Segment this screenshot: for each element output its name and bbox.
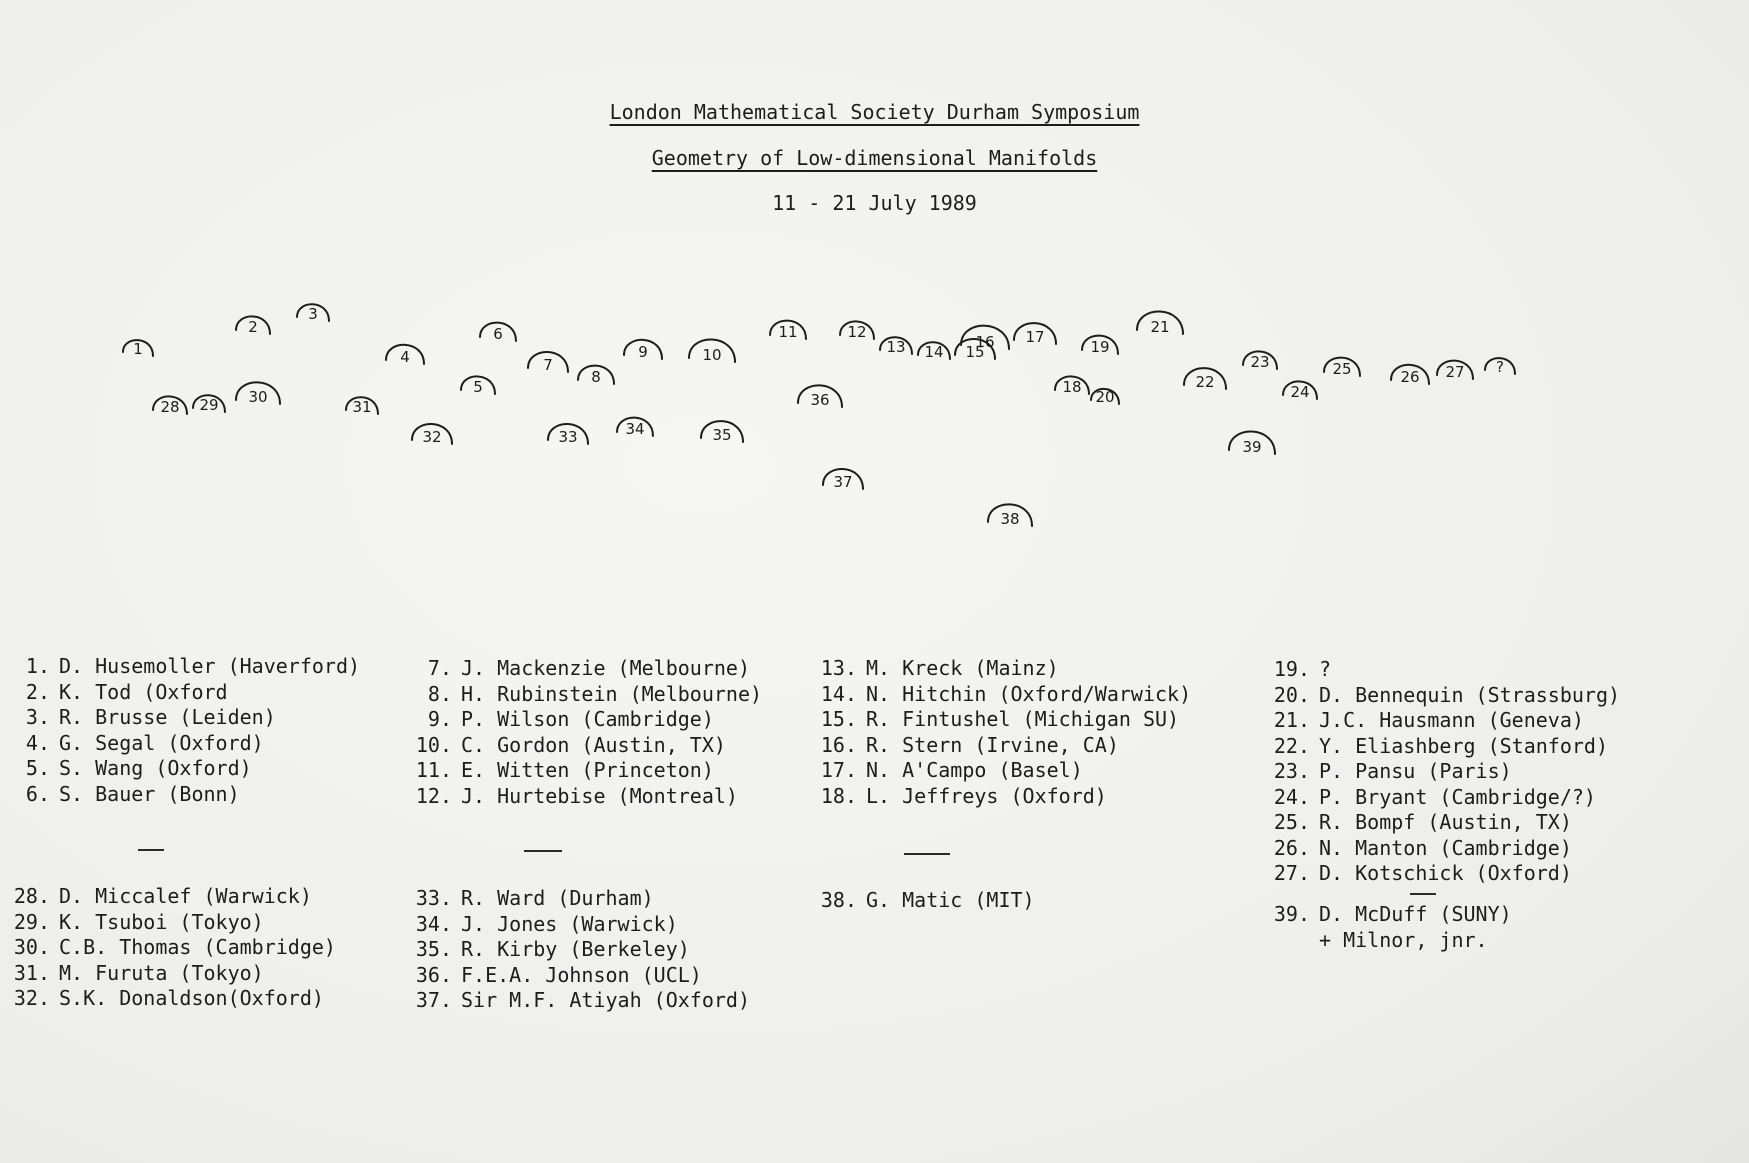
participant-name: Sir M.F. Atiyah (Oxford)	[461, 988, 750, 1012]
participant-entry	[402, 733, 762, 759]
participant-name: P. Pansu (Paris)	[1319, 759, 1512, 783]
participant-name: + Milnor, jnr.	[1319, 927, 1488, 952]
participant-entry	[1260, 734, 1620, 760]
participant-number: 24.	[1273, 784, 1310, 809]
list-column-4-bottom	[1260, 902, 1512, 953]
participant-name: R. Bompf (Austin, TX)	[1319, 810, 1572, 834]
participant-entry	[807, 707, 1191, 733]
figure-number-label: 33	[558, 428, 578, 446]
participant-entry	[1260, 683, 1620, 709]
participant-number: 21.	[1273, 708, 1310, 732]
figure-number-label: 12	[847, 323, 867, 341]
participant-number: 27.	[1273, 861, 1310, 885]
figure-number-label: 11	[778, 323, 798, 341]
participant-entry	[0, 884, 336, 910]
figure-number-label: 30	[248, 388, 268, 406]
list-column-3-bottom	[807, 888, 1035, 914]
figure-number-label: 3	[308, 305, 318, 323]
participant-number: 18.	[820, 783, 857, 808]
figure-number-label: 7	[543, 356, 553, 374]
participant-name: H. Rubinstein (Melbourne)	[461, 681, 763, 706]
participant-entry	[807, 682, 1191, 708]
participant-number: 19.	[1273, 657, 1310, 681]
participant-entry	[402, 912, 750, 938]
separator-dash-3	[904, 853, 950, 855]
participant-number: 32.	[13, 986, 50, 1010]
participant-number: 9.	[427, 707, 452, 731]
participant-number: 8.	[427, 681, 452, 706]
participant-number: 29.	[13, 909, 50, 934]
participant-number: 36.	[415, 962, 452, 987]
figure-number-label: 1	[133, 340, 143, 358]
figure-number-label: 4	[400, 348, 410, 366]
participant-entry	[807, 784, 1191, 810]
figure-number-label: 20	[1095, 388, 1115, 406]
participant-number: 35.	[415, 937, 452, 961]
list-column-3-top	[807, 656, 1191, 809]
figure-number-label: 14	[924, 343, 944, 361]
participant-name: L. Jeffreys (Oxford)	[866, 783, 1107, 808]
list-column-4-top	[1260, 657, 1620, 887]
symposium-dates: 11 - 21 July 1989	[772, 191, 977, 215]
participant-entry	[807, 758, 1191, 784]
participant-entry	[1260, 928, 1512, 954]
symposium-title: London Mathematical Society Durham Symposium	[609, 100, 1140, 124]
participant-entry	[1260, 861, 1620, 887]
figure-number-label: 28	[160, 398, 180, 416]
participant-name: S. Wang (Oxford)	[59, 756, 252, 780]
figure-number-label: 39	[1242, 438, 1262, 456]
participant-entry	[402, 988, 750, 1014]
participant-entry	[1260, 836, 1620, 862]
participant-entry	[0, 910, 336, 936]
figure-number-label: ?	[1496, 358, 1504, 376]
participant-entry	[0, 654, 360, 680]
separator-dash-2	[524, 850, 562, 852]
participant-entry	[402, 682, 762, 708]
participant-number: 3.	[25, 705, 50, 729]
participant-entry	[0, 935, 336, 961]
participant-entry	[807, 733, 1191, 759]
participant-name: Y. Eliashberg (Stanford)	[1319, 733, 1608, 758]
participant-number: 20.	[1273, 682, 1310, 707]
participant-number: 30.	[13, 935, 50, 959]
participant-entry	[402, 784, 762, 810]
participant-number: 6.	[25, 781, 50, 806]
participant-name: D. Husemoller (Haverford)	[59, 654, 361, 678]
figure-number-label: 2	[248, 318, 258, 336]
participant-number: 5.	[25, 756, 50, 780]
participant-name: P. Wilson (Cambridge)	[461, 707, 714, 731]
participant-name: R. Kirby (Berkeley)	[461, 937, 690, 961]
participant-number: 23.	[1273, 759, 1310, 783]
separator-dash-1	[138, 849, 164, 851]
list-column-2-bottom	[402, 886, 750, 1014]
list-column-1-bottom	[0, 884, 336, 1012]
participant-entry	[1260, 657, 1620, 683]
participant-number: 11.	[415, 758, 452, 782]
figure-number-label: 27	[1445, 363, 1465, 381]
participant-entry	[0, 756, 360, 782]
participant-entry	[0, 731, 360, 757]
participant-name: G. Segal (Oxford)	[59, 730, 264, 755]
participant-name: P. Bryant (Cambridge/?)	[1319, 784, 1596, 809]
figure-number-label: 15	[965, 343, 985, 361]
figure-number-label: 18	[1062, 378, 1082, 396]
figure-number-label: 10	[702, 346, 722, 364]
figure-number-label: 21	[1150, 318, 1170, 336]
participant-number: 39.	[1273, 902, 1310, 926]
participant-number: 16.	[820, 732, 857, 757]
figure-number-label: 34	[625, 420, 645, 438]
participant-entry	[0, 782, 360, 808]
participant-number: 7.	[427, 656, 452, 680]
participant-name: J. Jones (Warwick)	[461, 911, 678, 936]
participant-name: N. Hitchin (Oxford/Warwick)	[866, 681, 1192, 706]
participant-number: 22.	[1273, 733, 1310, 758]
participant-entry	[1260, 708, 1620, 734]
participant-name: R. Fintushel (Michigan SU)	[866, 707, 1180, 731]
participant-entry	[807, 656, 1191, 682]
participant-name: D. McDuff (SUNY)	[1319, 902, 1512, 926]
participant-name: G. Matic (MIT)	[866, 888, 1035, 912]
participant-entry	[402, 758, 762, 784]
participant-number: 1.	[25, 654, 50, 678]
participant-entry	[1260, 785, 1620, 811]
participant-name: M. Kreck (Mainz)	[866, 656, 1059, 680]
figure-number-label: 32	[422, 428, 442, 446]
participant-entry	[0, 986, 336, 1012]
figure-number-label: 38	[1000, 510, 1020, 528]
participant-number: 28.	[13, 884, 50, 908]
participant-name: N. A'Campo (Basel)	[866, 758, 1083, 782]
participant-name: F.E.A. Johnson (UCL)	[461, 962, 702, 987]
figure-number-label: 5	[473, 378, 483, 396]
participant-number: 13.	[820, 656, 857, 680]
figure-number-label: 9	[638, 343, 648, 361]
participant-entry	[402, 937, 750, 963]
participant-number: 14.	[820, 681, 857, 706]
figure-number-label: 13	[886, 338, 906, 356]
participant-number: 26.	[1273, 835, 1310, 860]
participant-number: 4.	[25, 730, 50, 755]
participant-name: J.C. Hausmann (Geneva)	[1319, 708, 1584, 732]
participant-number: 34.	[415, 911, 452, 936]
participant-name: M. Furuta (Tokyo)	[59, 960, 264, 985]
participant-name: R. Brusse (Leiden)	[59, 705, 276, 729]
participant-name: R. Stern (Irvine, CA)	[866, 732, 1119, 757]
list-column-2-top	[402, 656, 762, 809]
participant-name: N. Manton (Cambridge)	[1319, 835, 1572, 860]
figure-number-label: 35	[712, 426, 732, 444]
participant-name: ?	[1319, 657, 1332, 681]
participant-number: 37.	[415, 988, 452, 1012]
figure-number-label: 26	[1400, 368, 1420, 386]
participant-entry	[1260, 759, 1620, 785]
participant-number: 31.	[13, 960, 50, 985]
symposium-subtitle: Geometry of Low-dimensional Manifolds	[651, 146, 1098, 170]
participant-name: J. Hurtebise (Montreal)	[461, 783, 738, 808]
participant-name: K. Tod (Oxford	[59, 679, 228, 704]
figure-number-label: 19	[1090, 338, 1110, 356]
participant-name: D. Kotschick (Oxford)	[1319, 861, 1572, 885]
participant-entry	[402, 963, 750, 989]
figure-number-label: 17	[1025, 328, 1045, 346]
participant-entry	[1260, 810, 1620, 836]
participant-number: 33.	[415, 886, 452, 910]
participant-number: 2.	[25, 679, 50, 704]
figure-number-label: 36	[810, 391, 830, 409]
figure-number-label: 37	[833, 473, 853, 491]
figure-number-label: 24	[1290, 383, 1310, 401]
figure-number-label: 31	[352, 398, 372, 416]
participant-name: D. Bennequin (Strassburg)	[1319, 682, 1621, 707]
participant-entry	[0, 680, 360, 706]
participant-name: C.B. Thomas (Cambridge)	[59, 935, 336, 959]
participant-name: E. Witten (Princeton)	[461, 758, 714, 782]
figure-number-label: 29	[199, 396, 219, 414]
figure-number-label: 23	[1250, 353, 1270, 371]
participant-number: 12.	[415, 783, 452, 808]
participant-name: S.K. Donaldson(Oxford)	[59, 986, 324, 1010]
figure-number-label: 22	[1195, 373, 1215, 391]
participant-number: 15.	[820, 707, 857, 731]
separator-dash-4	[1410, 893, 1436, 895]
figure-number-label: 25	[1332, 360, 1352, 378]
participant-number	[1260, 928, 1310, 954]
participant-name: D. Miccalef (Warwick)	[59, 884, 312, 908]
participant-number: 10.	[415, 732, 452, 757]
participant-entry	[402, 886, 750, 912]
participant-name: J. Mackenzie (Melbourne)	[461, 656, 750, 680]
participant-name: S. Bauer (Bonn)	[59, 781, 240, 806]
participant-number: 25.	[1273, 810, 1310, 834]
participant-entry	[402, 707, 762, 733]
figure-number-label: 8	[591, 368, 601, 386]
participant-number: 17.	[820, 758, 857, 782]
participant-entry	[0, 961, 336, 987]
figure-number-label: 6	[493, 325, 503, 343]
list-column-1-top	[0, 654, 360, 807]
participant-name: C. Gordon (Austin, TX)	[461, 732, 726, 757]
participant-entry	[0, 705, 360, 731]
participant-entry	[402, 656, 762, 682]
participant-entry	[1260, 902, 1512, 928]
participant-number: 38.	[820, 888, 857, 912]
figure-number-label: 16	[975, 333, 995, 351]
participant-name: R. Ward (Durham)	[461, 886, 654, 910]
participant-entry	[807, 888, 1035, 914]
participant-name: K. Tsuboi (Tokyo)	[59, 909, 264, 934]
